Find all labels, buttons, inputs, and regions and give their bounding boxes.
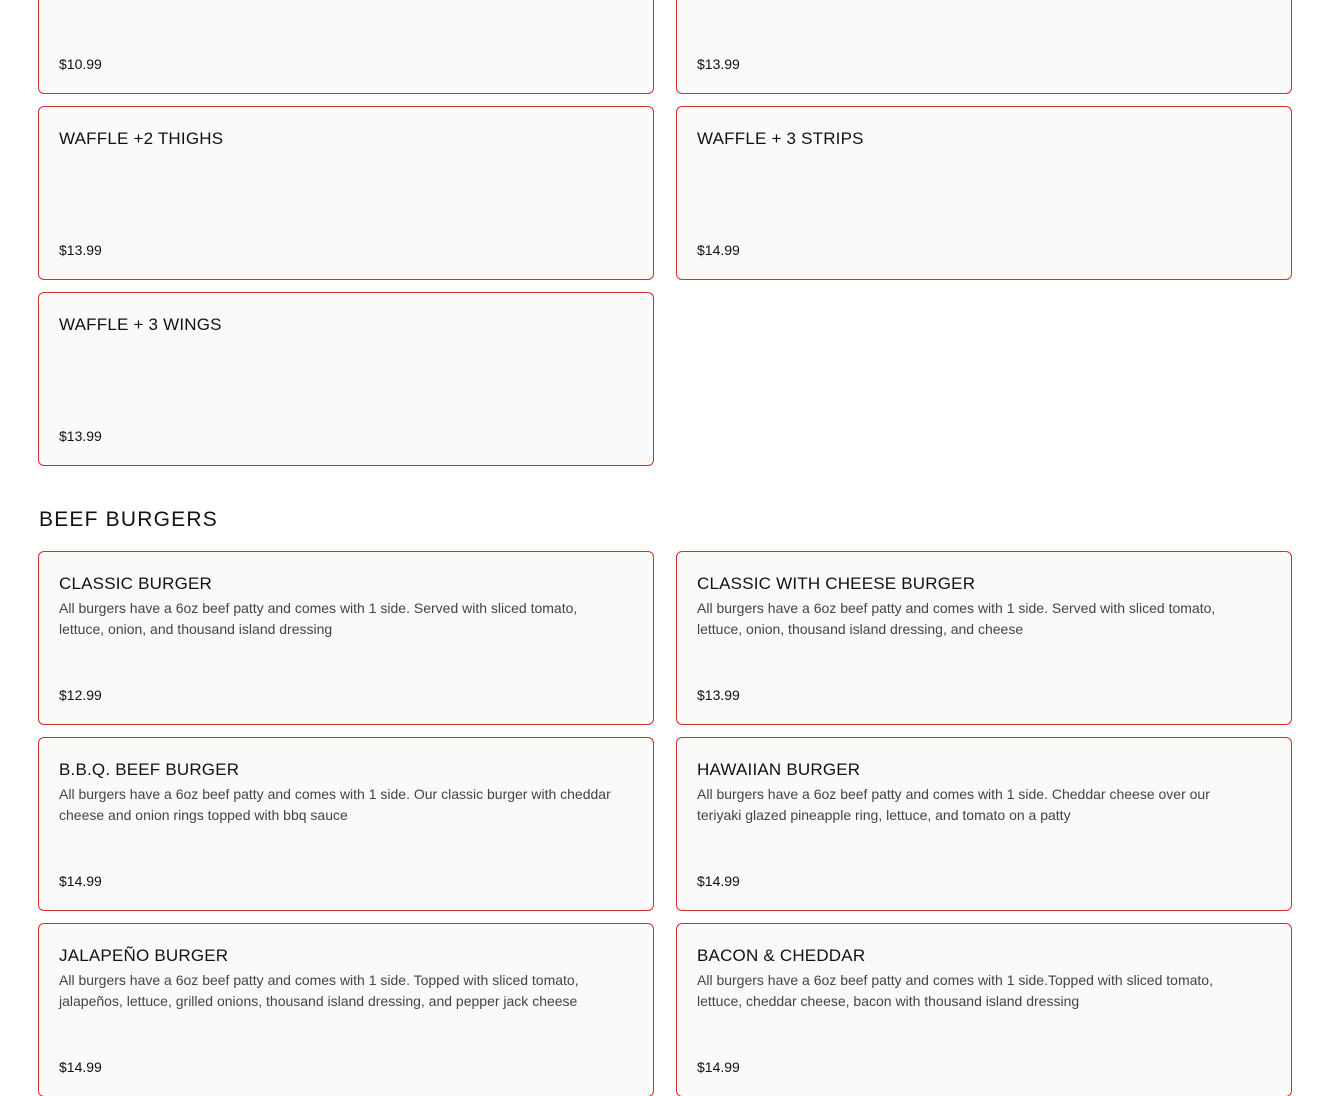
- menu-item-title: B.B.Q. BEEF BURGER: [59, 760, 240, 779]
- menu-item-description: All burgers have a 6oz beef patty and comes with 1 side.Topped with sliced tomato, lettuce, cheddar cheese, bacon with thousand island dressing: [697, 972, 1213, 1009]
- menu-item-card[interactable]: [38, 923, 654, 1096]
- menu-item-card[interactable]: [38, 292, 654, 466]
- menu-item-price: $14.99: [697, 242, 740, 258]
- beef-burgers-grid: [38, 551, 1292, 1096]
- menu-item-card[interactable]: [38, 737, 654, 911]
- menu-item-card[interactable]: [38, 0, 654, 94]
- menu-item-card[interactable]: [676, 551, 1292, 725]
- menu-item-price: $10.99: [59, 56, 102, 72]
- menu-item-price: $14.99: [697, 1059, 740, 1075]
- menu-item-title: WAFFLE +2 THIGHS: [59, 129, 224, 148]
- menu-item-price: $14.99: [59, 873, 102, 889]
- menu-item-title: HAWAIIAN BURGER: [697, 760, 861, 779]
- menu-item-price: $14.99: [697, 873, 740, 889]
- menu-item-card[interactable]: [38, 106, 654, 280]
- menu-item-price: $14.99: [59, 1059, 102, 1075]
- menu-item-price: $13.99: [59, 242, 102, 258]
- menu-item-description: All burgers have a 6oz beef patty and comes with 1 side. Served with sliced tomato, lettuce, onion, and thousand island dressing: [59, 600, 578, 637]
- menu-item-description: All burgers have a 6oz beef patty and comes with 1 side. Our classic burger with cheddar cheese and onion rings topped with bbq sauce: [59, 786, 611, 823]
- menu-item-card[interactable]: [676, 737, 1292, 911]
- menu-item-description: All burgers have a 6oz beef patty and comes with 1 side. Served with sliced tomato, lettuce, onion, thousand island dressing, and cheese: [697, 600, 1216, 637]
- menu-item-title: CLASSIC BURGER: [59, 574, 213, 593]
- menu-item-title: CLASSIC WITH CHEESE BURGER: [697, 574, 976, 593]
- waffle-items-grid: [38, 0, 1292, 466]
- menu-item-title: WAFFLE + 3 STRIPS: [697, 129, 864, 148]
- menu-item-price: $13.99: [59, 428, 102, 444]
- menu-item-price: $13.99: [697, 687, 740, 703]
- menu-item-description: All burgers have a 6oz beef patty and comes with 1 side. Topped with sliced tomato, jalapeños, lettuce, grilled onions, thousand island dressing, and pepper jack cheese: [59, 972, 579, 1009]
- section-heading-beef-burgers: BEEF BURGERS: [39, 508, 218, 531]
- menu-item-card[interactable]: [676, 0, 1292, 94]
- menu-item-card[interactable]: [676, 923, 1292, 1096]
- menu-item-description: All burgers have a 6oz beef patty and comes with 1 side. Cheddar cheese over our teriyaki glazed pineapple ring, lettuce, and tomato on a patty: [697, 786, 1210, 823]
- menu-item-price: $13.99: [697, 56, 740, 72]
- menu-item-title: BACON & CHEDDAR: [697, 946, 866, 965]
- menu-item-title: WAFFLE + 3 WINGS: [59, 315, 222, 334]
- menu-item-title: JALAPEÑO BURGER: [59, 946, 229, 965]
- menu-item-price: $12.99: [59, 687, 102, 703]
- menu-item-card[interactable]: [676, 106, 1292, 280]
- menu-item-card[interactable]: [38, 551, 654, 725]
